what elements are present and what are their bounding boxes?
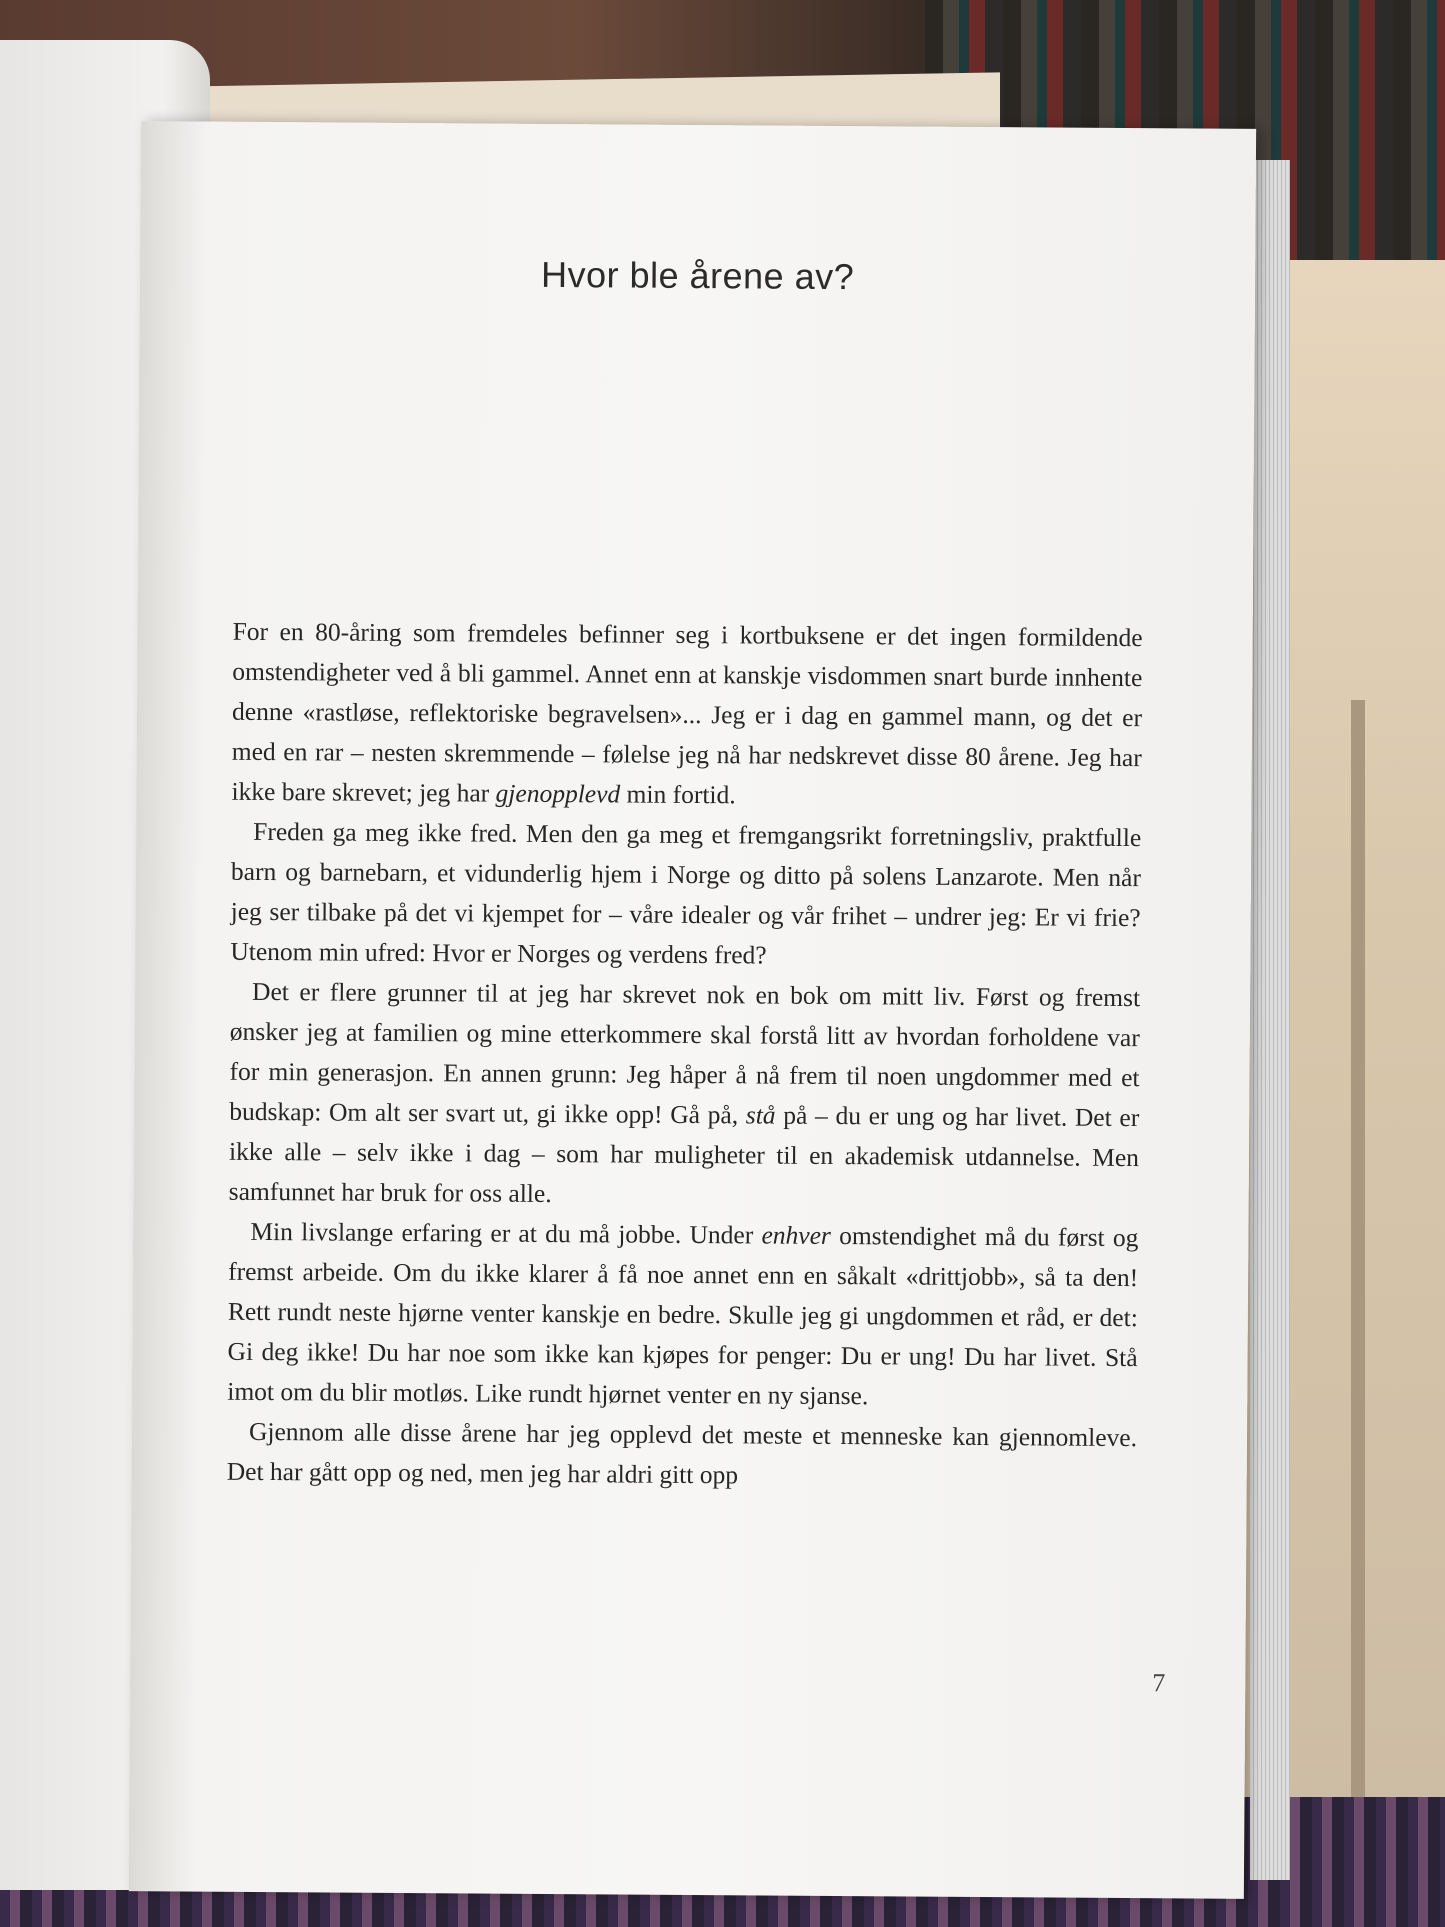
page-number: 7 bbox=[1152, 1668, 1166, 1698]
text-run: Freden ga meg ikke fred. Men den ga meg et fremgangsrikt forretningsliv, praktfulle barn og barnebarn, et vidunderlig hjem i Norge og ditto på solens Lanzarote. Men når jeg ser tilbake på det vi kjempet for – våre idealer og vår frihet – undrer jeg: Er vi frie? Utenom min ufred: Hvor er Norges og verdens fred? bbox=[230, 816, 1142, 970]
paragraph bbox=[229, 972, 1141, 1218]
wood-plank-gap bbox=[1351, 700, 1365, 1927]
page-edges bbox=[1250, 160, 1290, 1880]
text-run: Det er flere grunner til at jeg har skrevet nok en bok om mitt liv. Først og fremst ønsker jeg at familien og mine etterkommere skal forstå litt av hvordan forholdene var for min generasjon. En annen grunn: Jeg håper å nå frem til noen ungdommer med et budskap: Om alt ser svart ut, gi ikke opp! Gå på, bbox=[229, 976, 1141, 1130]
text-run: For en 80-åring som fremdeles befinner seg i kortbuksene er det ingen formildende omstendigheter ved å bli gammel. Annet enn at kanskje visdommen snart burde innhente denne «rastløse, reflektoriske begravelsen»... Jeg er i dag en gammel mann, og det er med en rar – nesten skremmende – følelse jeg nå har nedskrevet disse 80 årene. Jeg har ikke bare skrevet; jeg har bbox=[231, 616, 1143, 808]
text-run: Gjennom alle disse årene har jeg opplevd det meste et menneske kan gjennomleve. Det har gått opp og ned, men jeg har aldri gitt opp bbox=[226, 1416, 1138, 1490]
italic-text-run: gjenopplevd bbox=[495, 778, 621, 809]
body-text bbox=[227, 612, 1143, 1498]
book-page bbox=[129, 121, 1256, 1899]
chapter-title: Hvor ble årene av? bbox=[540, 253, 855, 298]
text-run: på – du er ung og har livet. Det er ikke alle – selv ikke i dag – som har muligheter til en akademisk utdannelse. Men samfunnet har bruk for oss alle. bbox=[228, 1100, 1140, 1209]
italic-text-run: enhver bbox=[761, 1220, 832, 1250]
paragraph bbox=[230, 812, 1141, 978]
paragraph bbox=[227, 1212, 1138, 1418]
text-run: omstendighet må du først og fremst arbeide. Om du ikke klarer å få noe annet enn en såkalt «drittjobb», så ta den! Rett rundt neste hjørne venter kanskje en bedre. Skulle jeg gi ungdommen et råd, er det: Gi deg ikke! Du har noe som ikke kan kjøpes for penger: Du er ung! Du har livet. Stå imot om du blir motløs. Like rundt hjørnet venter en ny sjanse. bbox=[227, 1220, 1139, 1411]
text-run: min fortid. bbox=[620, 779, 736, 810]
paragraph bbox=[227, 1412, 1138, 1498]
text-run: Min livslange erfaring er at du må jobbe. Under bbox=[250, 1216, 762, 1250]
paragraph bbox=[231, 612, 1142, 818]
italic-text-run: stå bbox=[745, 1100, 776, 1130]
